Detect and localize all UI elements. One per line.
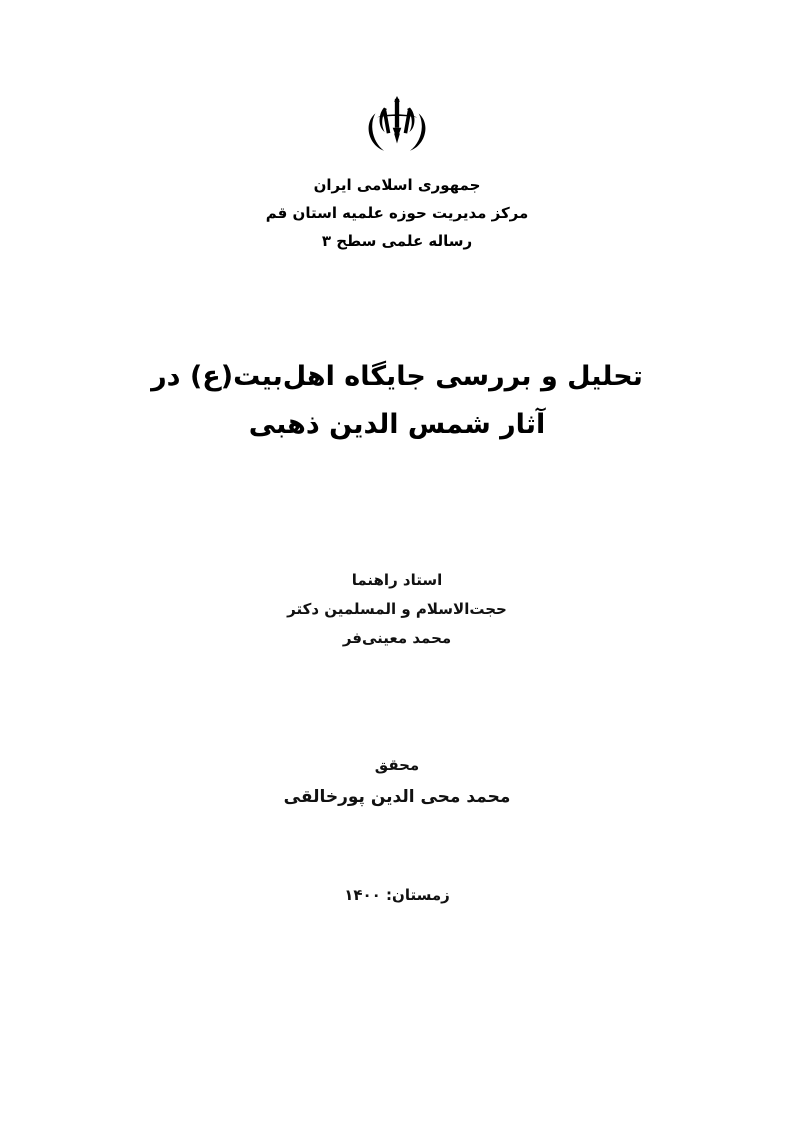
header-line-level: رساله علمی سطح ۳ [321, 231, 473, 250]
supervisor-section [287, 566, 507, 654]
author-label: محقق [374, 755, 420, 774]
title-line-1: تحلیل و بررسی جایگاه اهل‌بیت(ع) در [151, 361, 643, 393]
header-line-country: جمهوری اسلامی ایران [313, 176, 481, 194]
supervisor-name: محمد معینی‌فر [342, 629, 452, 648]
institution-header [266, 172, 529, 255]
supervisor-label: استاد راهنما [351, 570, 443, 589]
iran-emblem-icon [361, 96, 433, 158]
title-line-2: آثار شمس الدین ذهبی [248, 408, 546, 440]
date-text: زمستان: ۱۴۰۰ [344, 885, 450, 904]
header-line-institution: مرکز مدیریت حوزه علمیه استان قم [265, 203, 529, 222]
supervisor-title: حجت‌الاسلام و المسلمین دکتر [287, 600, 507, 618]
page-title [151, 353, 643, 448]
date-section [344, 886, 450, 904]
author-section [284, 750, 511, 814]
author-name: محمد محی الدین پورخالقی [283, 786, 511, 807]
